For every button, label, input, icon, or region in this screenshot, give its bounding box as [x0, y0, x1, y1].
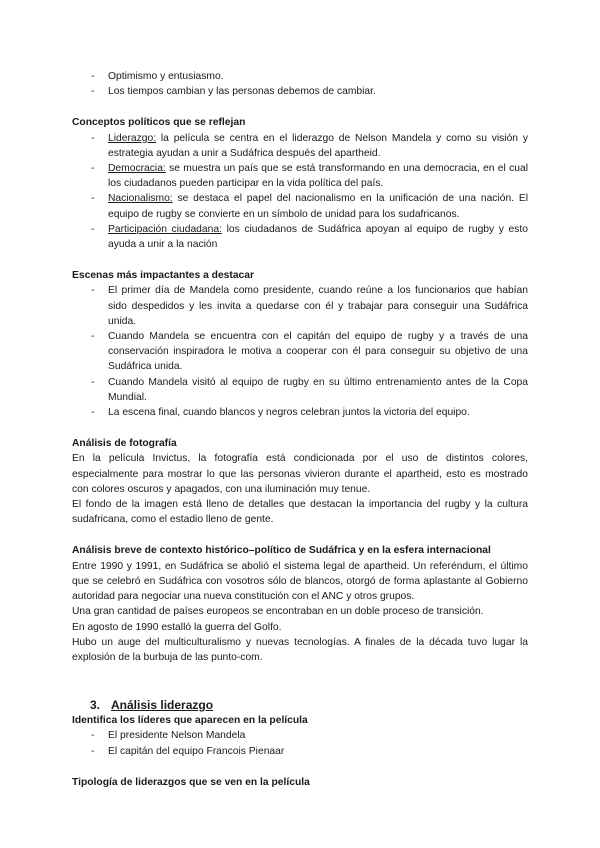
- concepts-heading: Conceptos políticos que se reflejan: [72, 117, 246, 129]
- concepts-list: [72, 131, 528, 253]
- list-item: - El primer día de Mandela como presidente, cuando reúne a los funcionarios que habían sido despedidos y les invita a quedarse con él y trabajar para conseguir una Sudáfrica unida.: [108, 283, 528, 329]
- section-number: 3.: [90, 698, 101, 713]
- leaders-list: [72, 728, 528, 758]
- context-paragraph: Una gran cantidad de países europeos se encontraban en un doble proceso de transición.: [72, 606, 484, 618]
- concept-text: la película se centra en el liderazgo de Nelson Mandela y como su visión y estrategia ayudan a unir a Sudáfrica después del apartheid.: [108, 132, 528, 159]
- context-paragraph: Hubo un auge del multiculturalismo y nuevas tecnologías. A finales de la década tuvo lugar la explosión de la burbuja de las punto-com.: [72, 636, 528, 663]
- scenes-list: [72, 283, 528, 420]
- list-item: [108, 191, 528, 221]
- concept-text: los ciudadanos de Sudáfrica apoyan al equipo de rugby y esto ayuda a unir a la nación: [108, 223, 528, 251]
- scenes-heading: Escenas más impactantes a destacar: [72, 270, 255, 282]
- list-item: - Cuando Mandela visitó al equipo de rugby en su último entrenamiento antes de la Copa Mundial.: [108, 375, 528, 405]
- list-item: [108, 222, 528, 252]
- list-item: [108, 131, 528, 161]
- typology-heading: Tipología de liderazgos que se ven en la película: [72, 776, 310, 788]
- concept-term: Participación ciudadana:: [108, 223, 222, 235]
- photo-heading: Análisis de fotografía: [72, 438, 177, 450]
- photo-paragraph: El fondo de la imagen está lleno de detalles que destacan la importancia del rugby y la cultura sudafricana, como el estadio lleno de gente.: [72, 499, 528, 526]
- list-item: - La escena final, cuando blancos y negros celebran juntos la victoria del equipo.: [108, 405, 528, 420]
- concept-text: se muestra un país que se está transformando en una democracia, en el cual los ciudadanos pueden participar en la vida política del país.: [108, 163, 528, 190]
- list-item: - El presidente Nelson Mandela: [108, 728, 528, 743]
- list-item: - Cuando Mandela se encuentra con el capitán del equipo de rugby y a través de una conservación inspiradora le motiva a cooperar con él para conseguir su objetivo de una Sudáfrica unida.: [108, 329, 528, 375]
- leaders-heading: Identifica los líderes que aparecen en la película: [72, 715, 308, 727]
- list-item: - El capitán del equipo Francois Pienaar: [108, 744, 528, 759]
- context-heading: Análisis breve de contexto histórico–político de Sudáfrica y en la esfera internacional: [72, 545, 491, 557]
- concept-text: se destaca el papel del nacionalismo en la unificación de una nación. El equipo de rugby se convierte en un símbolo de unidad para los sudafricanos.: [108, 193, 528, 220]
- section-3-title: [90, 697, 528, 713]
- document-page: [72, 69, 528, 790]
- photo-paragraph: En la película Invictus, la fotografía está condicionada por el uso de distintos colores, especialmente para mostrar lo que las personas vivieron durante el apartheid, esto es mostrado con colores oscuros y apagados, con una iluminación muy tenue.: [72, 453, 528, 495]
- concept-term: Nacionalismo:: [108, 193, 173, 205]
- concept-term: Democracia:: [108, 163, 166, 175]
- concept-term: Liderazgo:: [108, 132, 157, 144]
- list-item: [108, 161, 528, 191]
- intro-list: [72, 69, 528, 99]
- section-title-text: Análisis liderazgo: [111, 698, 214, 713]
- list-item: - Optimismo y entusiasmo.: [108, 69, 528, 84]
- list-item: - Los tiempos cambian y las personas debemos de cambiar.: [108, 84, 528, 99]
- context-paragraph: En agosto de 1990 estalló la guerra del Golfo.: [72, 621, 282, 633]
- context-paragraph: Entre 1990 y 1991, en Sudáfrica se abolió el sistema legal de apartheid. Un referéndum, el último que se celebró en Sudáfrica con vosotros sólo de blancos, otorgó de forma aplastante al Gobierno autoridad para negociar una nueva constitución con el ANC y otros grupos.: [72, 560, 528, 603]
